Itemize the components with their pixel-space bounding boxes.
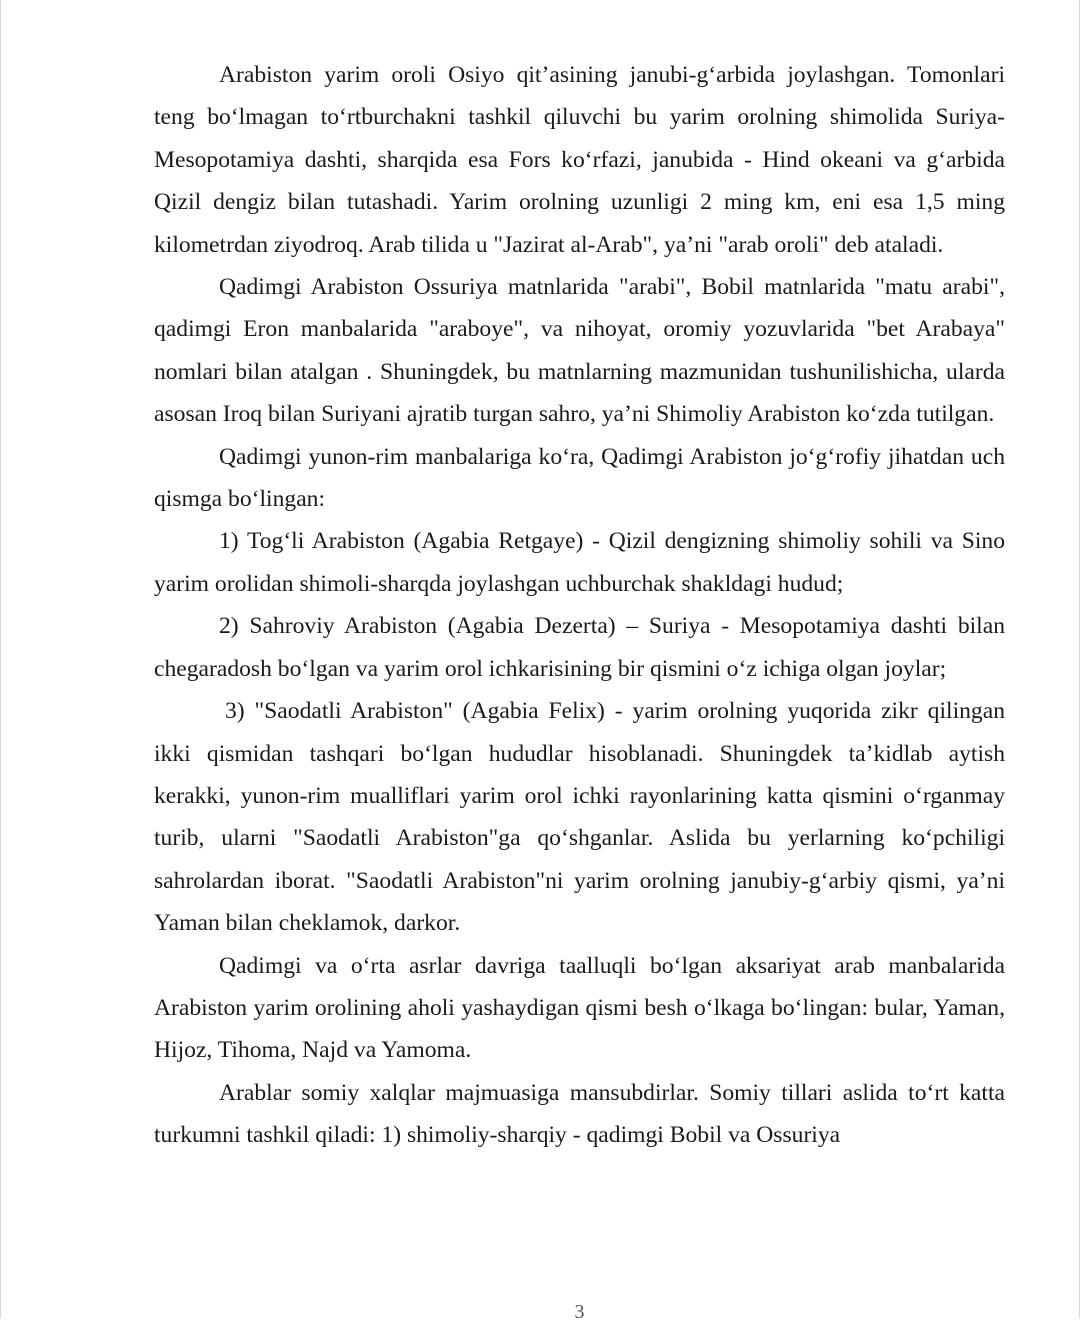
- page-number: 3: [574, 1301, 585, 1323]
- list-item-desert-arabia: 2) Sahroviy Arabiston (Agabia Dezerta) – Suriya - Mesopotamiya dashti bilan chegaradosh bo‘lgan va yarim orol ichkarisining bir qismini o‘z ichiga olgan joylar;: [154, 613, 1005, 682]
- list-item-happy-arabia: 3) "Saodatli Arabiston" (Agabia Felix) - yarim orolning yuqorida zikr qilingan ikki qismidan tashqari bo‘lgan hududlar hisoblanadi. Shuningdek ta’kidlab aytish kerakki, yunon-rim mualliflari yarim orol ichki rayonlarining katta qismini o‘rganmay turib, ularni "Saodatli Arabiston"ga qo‘shganlar. Aslida bu yerlarning ko‘pchiligi sahrolardan iborat. "Saodatli Arabiston"ni yarim orolning janubiy-g‘arbiy qismi, ya’ni Yaman bilan cheklamok, darkor.: [154, 698, 1005, 937]
- body-text: [154, 54, 1005, 1157]
- list-item-mountainous-arabia: 1) Tog‘li Arabiston (Agabia Retgaye) - Qizil dengizning shimoliy sohili va Sino yarim orolidan shimoli-sharqda joylashgan uchburchak shakldagi hudud;: [154, 528, 1005, 597]
- paragraph-greco-roman-division: Qadimgi yunon-rim manbalariga ko‘ra, Qadimgi Arabiston jo‘g‘rofiy jihatdan uch qismga bo‘lingan:: [154, 443, 1005, 513]
- paragraph-arab-sources: Qadimgi va o‘rta asrlar davriga taalluqli bo‘lgan aksariyat arab manbalarida Arabiston yarim orolining aholi yashaydigan qismi besh o‘lkaga bo‘lingan: bular, Yaman, Hijoz, Tihoma, Najd va Yamoma.: [154, 952, 1005, 1064]
- paragraph-intro: Arabiston yarim oroli Osiyo qit’asining janubi-g‘arbida joylashgan. Tomonlari teng bo‘lmagan to‘rtburchakni tashkil qiluvchi bu yarim orolning shimolida Suriya-Mesopotamiya dashti, sharqida esa Fors ko‘rfazi, janubida - Hind okeani va g‘arbida Qizil dengiz bilan tutashadi. Yarim orolning uzunligi 2 ming km, eni esa 1,5 ming kilometrdan ziyodroq. Arab tilida u "Jazirat al-Arab", ya’ni "arab oroli" deb ataladi.: [154, 62, 1005, 258]
- paragraph-semitic-peoples: Arablar somiy xalqlar majmuasiga mansubdirlar. Somiy tillari aslida to‘rt katta turkumni tashkil qiladi: 1) shimoliy-sharqiy - qadimgi Bobil va Ossuriya: [154, 1079, 1005, 1149]
- paragraph-ancient-names: Qadimgi Arabiston Ossuriya matnlarida "arabi", Bobil matnlarida "matu arabi", qadimgi Eron manbalarida "araboye", va nihoyat, oromiy yozuvlarida "bet Arabaya" nomlari bilan atalgan . Shuningdek, bu matnlarning mazmunidan tushunilishicha, ularda asosan Iroq bilan Suriyani ajratib turgan sahro, ya’ni Shimoliy Arabiston ko‘zda tutilgan.: [154, 274, 1005, 428]
